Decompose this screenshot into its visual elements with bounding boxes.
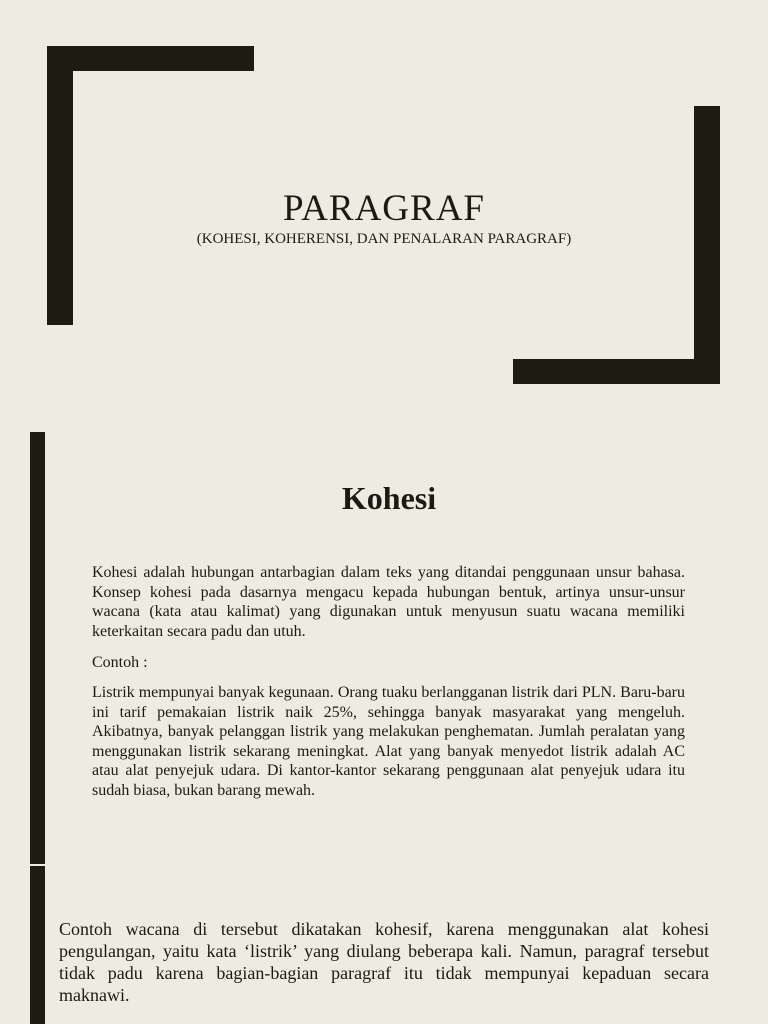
corner-bracket-bottom-right-horizontal bbox=[513, 359, 720, 384]
example-label: Contoh : bbox=[92, 654, 148, 671]
section-heading: Kohesi bbox=[341, 480, 437, 516]
definition-paragraph: Kohesi adalah hubungan antarbagian dalam teks yang ditandai penggunaan unsur bahasa. Konsep kohesi pada dasarnya mengacu kepada hubungan bentuk, artinya unsur-unsur wacana (kata atau kalimat) yang digunakan untuk menyusun suatu wacana memiliki keterkaitan secara padu dan utuh. bbox=[92, 564, 685, 640]
title-slide bbox=[0, 0, 768, 432]
corner-bracket-top-left-horizontal bbox=[47, 46, 254, 71]
example-paragraph: Listrik mempunyai banyak kegunaan. Orang tuaku berlangganan listrik dari PLN. Baru-baru ini tarif pemakaian listrik naik 25%, sehingga banyak masyarakat yang mengeluh. Akibatnya, banyak pelanggan listrik yang melakukan penghematan. Jumlah peralatan yang menggunakan listrik sekarang meningkat. Alat yang banyak menyedot listrik adalah AC atau alat penyejuk udara. Di kantor-kantor sekarang penggunaan alat penyejuk udara itu sudah biasa, bukan barang mewah. bbox=[92, 684, 685, 799]
explanation-paragraph: Contoh wacana di tersebut dikatakan kohesif, karena menggunakan alat kohesi pengulangan, yaitu kata ‘listrik’ yang diulang beberapa kali. Namun, paragraf tersebut tidak padu karena bagian-bagian paragraf itu tidak mempunyai kepaduan secara maknawi. bbox=[59, 919, 709, 1005]
slide-subtitle: (KOHESI, KOHERENSI, DAN PENALARAN PARAGRAF) bbox=[196, 231, 572, 247]
slide-title: PARAGRAF bbox=[283, 188, 485, 229]
explanation-slide bbox=[0, 866, 768, 1024]
kohesi-slide bbox=[0, 432, 768, 866]
side-accent-bar bbox=[30, 866, 45, 1024]
